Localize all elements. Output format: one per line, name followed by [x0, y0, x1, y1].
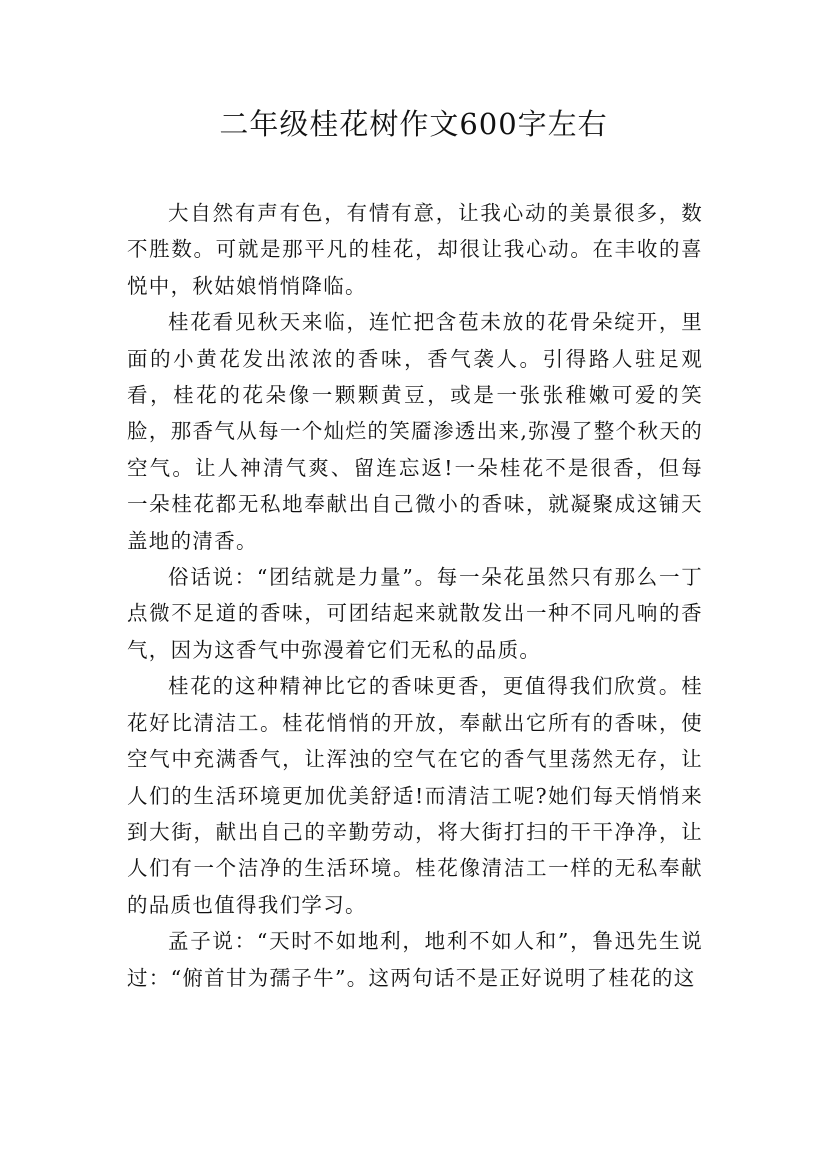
paragraph: 孟子说：“天时不如地利，地利不如人和”，鲁迅先生说过：“俯首甘为孺子牛”。这两句话不是正好说明了桂花的这: [127, 929, 703, 990]
document-body: [127, 195, 703, 996]
paragraph: 桂花看见秋天来临，连忙把含苞未放的花骨朵绽开，里面的小黄花发出浓浓的香味，香气袭人。引得路人驻足观看，桂花的花朵像一颗颗黄豆，或是一张张稚嫩可爱的笑脸，那香气从每一个灿烂的笑靥渗透出来,弥漫了整个秋天的空气。让人神清气爽、留连忘返!一朵桂花不是很香，但每一朵桂花都无私地奉献出自己微小的香味，就凝聚成这铺天盖地的清香。: [127, 310, 703, 553]
paragraph: 桂花的这种精神比它的香味更香，更值得我们欣赏。桂花好比清洁工。桂花悄悄的开放，奉献出它所有的香味，使空气中充满香气，让浑浊的空气在它的香气里荡然无存，让人们的生活环境更加优美舒适!而清洁工呢?她们每天悄悄来到大街，献出自己的辛勤劳动，将大街打扫的干干净净，让人们有一个洁净的生活环境。桂花像清洁工一样的无私奉献的品质也值得我们学习。: [127, 674, 703, 917]
paragraph: 大自然有声有色，有情有意，让我心动的美景很多，数不胜数。可就是那平凡的桂花，却很让我心动。在丰收的喜悦中，秋姑娘悄悄降临。: [127, 201, 703, 298]
document-title: 二年级桂花树作文600字左右: [219, 107, 608, 141]
paragraph: 俗话说：“团结就是力量”。每一朵花虽然只有那么一丁点微不足道的香味，可团结起来就散发出一种不同凡响的香气，因为这香气中弥漫着它们无私的品质。: [127, 565, 703, 662]
